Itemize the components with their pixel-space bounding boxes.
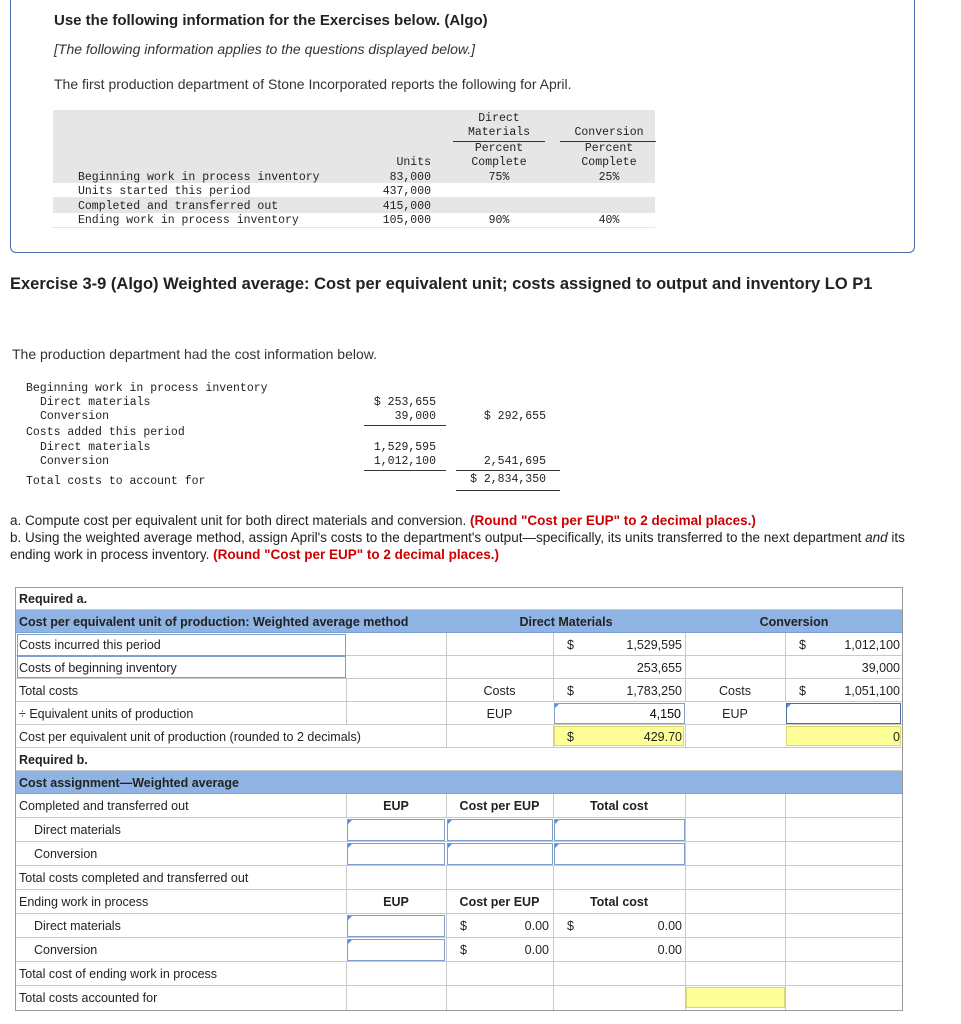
col-divider xyxy=(785,866,786,889)
cost-value: 1,012,100 xyxy=(373,455,436,468)
col-cost-per-eup: Cost per EUP xyxy=(459,799,540,813)
dm-beg-inventory: 253,655 xyxy=(636,661,682,675)
info-heading: Use the following information for the Exercises below. (Algo) xyxy=(54,12,488,29)
instruction-b-text: b. Using the weighted average method, assign April's costs to the department's output—specifically, its units transferred to the next department xyxy=(10,530,866,545)
col-divider xyxy=(785,818,786,841)
ending-cv-eup-input[interactable] xyxy=(347,939,445,961)
units-header: Units xyxy=(396,156,431,169)
dm-costs-word: Costs xyxy=(483,684,516,698)
instruction-a xyxy=(10,512,940,529)
dollar-sign: $ xyxy=(567,730,574,744)
total-completed-row xyxy=(16,866,902,890)
dollar-sign: $ xyxy=(460,943,467,957)
cost-rule xyxy=(456,470,560,471)
cost-label: Costs added this period xyxy=(26,426,185,439)
cv-header-3: Complete xyxy=(581,156,637,169)
cost-rule xyxy=(456,490,560,491)
input-marker xyxy=(555,704,559,708)
completed-cv-cpe-input[interactable] xyxy=(447,843,553,865)
units-row-label: Beginning work in process inventory xyxy=(78,171,320,184)
col-divider xyxy=(553,986,554,1010)
col-divider xyxy=(785,679,786,701)
eup-label: ÷ Equivalent units of production xyxy=(19,707,194,721)
col-divider xyxy=(346,962,347,985)
cost-subtotal: 2,541,695 xyxy=(483,455,546,468)
dollar-sign: $ xyxy=(567,638,574,652)
cost-label: Conversion xyxy=(40,455,110,468)
units-row-units: 415,000 xyxy=(382,200,431,213)
completed-label: Completed and transferred out xyxy=(19,799,189,813)
cost-value: 1,529,595 xyxy=(373,441,436,454)
cost-label: Beginning work in process inventory xyxy=(26,382,268,395)
cost-value: 39,000 xyxy=(394,410,436,423)
dm-header-4: Complete xyxy=(471,156,527,169)
cost-value: $ 253,655 xyxy=(373,396,436,409)
completed-cv-total-input[interactable] xyxy=(554,843,685,865)
input-marker xyxy=(448,844,452,848)
col-divider xyxy=(346,866,347,889)
ending-cv-row xyxy=(16,938,902,962)
ending-dm-cpe: 0.00 xyxy=(524,919,549,933)
ending-dm-label: Direct materials xyxy=(34,919,121,933)
instruction-b-text-2: its ending work in process inventory. xyxy=(10,530,905,562)
cost-info-table xyxy=(24,380,564,492)
info-subheading: [The following information applies to the questions displayed below.] xyxy=(54,41,476,57)
input-marker xyxy=(787,704,791,708)
req-a-label: Required a. xyxy=(19,592,88,606)
col-divider xyxy=(785,633,786,655)
dm-costs-incurred: 1,529,595 xyxy=(626,638,682,652)
input-marker xyxy=(555,820,559,824)
dollar-sign: $ xyxy=(567,684,574,698)
total-accounted-row xyxy=(16,986,902,1010)
col-divider xyxy=(685,890,686,913)
units-row-dm: 75% xyxy=(488,171,510,184)
units-row-units: 83,000 xyxy=(389,171,431,184)
col-divider xyxy=(685,914,686,937)
input-marker xyxy=(348,844,352,848)
dm-eup-word: EUP xyxy=(486,707,513,721)
col-divider xyxy=(553,679,554,701)
info-panel xyxy=(10,0,915,253)
cost-subtotal: $ 292,655 xyxy=(483,410,546,423)
ending-header-row xyxy=(16,890,902,914)
col-divider xyxy=(553,633,554,655)
completed-dm-eup-input[interactable] xyxy=(347,819,445,841)
cost-rule xyxy=(364,425,446,426)
cv-cpe-value: 0 xyxy=(893,730,900,744)
exercise-title: Exercise 3-9 (Algo) Weighted average: Cost per equivalent unit; costs assigned to output and inventory LO P1 xyxy=(10,275,873,293)
col-divider xyxy=(785,986,786,1010)
title-a: Cost per equivalent unit of production: Weighted average method xyxy=(19,615,409,629)
input-marker xyxy=(348,916,352,920)
col-divider xyxy=(685,725,686,747)
col-divider xyxy=(785,842,786,865)
beg-inventory-row xyxy=(16,656,902,679)
col-cost-per-eup: Cost per EUP xyxy=(459,895,540,909)
col-divider xyxy=(446,962,447,985)
instruction-a-note: (Round "Cost per EUP" to 2 decimal places.) xyxy=(470,513,756,528)
col-divider xyxy=(346,679,347,701)
col-divider xyxy=(785,938,786,961)
col-total-cost: Total cost xyxy=(589,895,649,909)
dollar-sign: $ xyxy=(799,684,806,698)
col-divider xyxy=(446,938,447,961)
col-conversion: Conversion xyxy=(759,615,829,629)
instructions xyxy=(10,512,940,563)
col-divider xyxy=(446,866,447,889)
instruction-b xyxy=(10,529,940,563)
cv-costs-word: Costs xyxy=(719,684,751,698)
col-divider xyxy=(553,866,554,889)
req-b-row xyxy=(16,748,902,771)
exercise-intro: The production department had the cost information below. xyxy=(12,346,377,362)
col-divider xyxy=(446,986,447,1010)
col-divider xyxy=(685,794,686,817)
col-divider xyxy=(785,890,786,913)
ending-cv-total: 0.00 xyxy=(657,943,682,957)
col-divider xyxy=(685,866,686,889)
col-divider xyxy=(785,794,786,817)
dollar-sign: $ xyxy=(567,919,574,933)
cv-beg-inventory: 39,000 xyxy=(861,661,900,675)
dm-cpe-value: 429.70 xyxy=(643,730,682,744)
completed-dm-total-input[interactable] xyxy=(554,819,685,841)
cpe-row xyxy=(16,725,902,748)
cost-label: Total costs to account for xyxy=(26,475,206,488)
units-row-cv: 25% xyxy=(598,171,620,184)
col-divider xyxy=(685,818,686,841)
dm-eup-input[interactable] xyxy=(554,703,685,724)
units-table xyxy=(53,110,655,228)
dm-header-1: Direct xyxy=(478,112,520,125)
input-marker xyxy=(555,844,559,848)
total-completed-label: Total costs completed and transferred out xyxy=(19,871,249,885)
cv-costs-incurred: 1,012,100 xyxy=(844,638,900,652)
completed-dm-cpe-input[interactable] xyxy=(447,819,553,841)
col-divider xyxy=(685,633,686,655)
col-divider xyxy=(685,962,686,985)
cost-rule xyxy=(364,470,446,471)
instruction-b-and: and xyxy=(865,530,888,545)
req-a-row xyxy=(16,588,902,610)
cost-label: Conversion xyxy=(40,410,110,423)
dm-header-3: Percent xyxy=(474,142,524,155)
col-divider xyxy=(346,702,347,724)
cv-header-1: Conversion xyxy=(574,126,644,139)
cv-eup-input[interactable] xyxy=(786,703,901,724)
header-band-b xyxy=(16,771,902,794)
costs-incurred-row xyxy=(16,633,902,656)
units-row-units: 437,000 xyxy=(382,185,431,198)
cost-label: Direct materials xyxy=(40,441,151,454)
units-row-cv: 40% xyxy=(598,214,620,227)
col-divider xyxy=(685,842,686,865)
completed-cv-row xyxy=(16,842,902,866)
eup-row xyxy=(16,702,902,725)
req-b-label: Required b. xyxy=(19,753,88,767)
ending-dm-row xyxy=(16,914,902,938)
units-row-units: 105,000 xyxy=(382,214,431,227)
col-eup: EUP xyxy=(383,799,409,813)
ending-label: Ending work in process xyxy=(19,895,149,909)
costs-incurred-label: Costs incurred this period xyxy=(19,638,161,652)
cpe-label: Cost per equivalent unit of production (rounded to 2 decimals) xyxy=(19,730,361,744)
col-eup: EUP xyxy=(383,895,409,909)
col-divider xyxy=(446,633,447,655)
completed-dm-label: Direct materials xyxy=(34,823,121,837)
dm-header-2: Materials xyxy=(467,126,531,139)
col-divider xyxy=(785,656,786,678)
dm-total-costs: 1,783,250 xyxy=(626,684,682,698)
total-costs-label: Total costs xyxy=(19,684,79,698)
total-costs-row xyxy=(16,679,902,702)
instruction-a-text: a. Compute cost per equivalent unit for both direct materials and conversion. xyxy=(10,513,470,528)
total-ending-label: Total cost of ending work in process xyxy=(19,967,218,981)
ending-cv-cpe: 0.00 xyxy=(524,943,549,957)
dollar-sign: $ xyxy=(460,919,467,933)
cost-label: Direct materials xyxy=(40,396,151,409)
completed-dm-row xyxy=(16,818,902,842)
instruction-b-note: (Round "Cost per EUP" to 2 decimal places.) xyxy=(213,547,499,562)
cv-header-2: Percent xyxy=(584,142,634,155)
dollar-sign: $ xyxy=(799,638,806,652)
info-intro: The first production department of Stone Incorporated reports the following for April. xyxy=(54,76,572,92)
col-divider xyxy=(553,656,554,678)
units-row-label: Ending work in process inventory xyxy=(78,214,299,227)
total-ending-row xyxy=(16,962,902,986)
col-divider xyxy=(553,938,554,961)
col-divider xyxy=(553,914,554,937)
completed-cv-eup-input[interactable] xyxy=(347,843,445,865)
units-row-dm: 90% xyxy=(488,214,510,227)
ending-cv-label: Conversion xyxy=(34,943,98,957)
header-band-a xyxy=(16,610,902,633)
worksheet xyxy=(15,587,903,1011)
col-direct-materials: Direct Materials xyxy=(519,615,613,629)
col-divider xyxy=(446,725,447,747)
completed-cv-label: Conversion xyxy=(34,847,98,861)
col-divider xyxy=(346,986,347,1010)
cost-grand-total: $ 2,834,350 xyxy=(470,473,546,486)
col-divider xyxy=(785,962,786,985)
ending-dm-eup-input[interactable] xyxy=(347,915,445,937)
units-row-label: Completed and transferred out xyxy=(78,200,279,213)
col-divider xyxy=(785,914,786,937)
title-b: Cost assignment—Weighted average xyxy=(19,776,239,790)
col-divider xyxy=(553,962,554,985)
col-divider xyxy=(685,656,686,678)
total-accounted-label: Total costs accounted for xyxy=(19,991,158,1005)
ending-dm-total: 0.00 xyxy=(657,919,682,933)
input-marker xyxy=(348,940,352,944)
cv-eup-word: EUP xyxy=(722,707,748,721)
col-divider xyxy=(446,656,447,678)
col-divider xyxy=(446,914,447,937)
cv-total-costs: 1,051,100 xyxy=(844,684,900,698)
col-divider xyxy=(685,938,686,961)
units-row-label: Units started this period xyxy=(78,185,251,198)
input-marker xyxy=(448,820,452,824)
beg-inventory-label: Costs of beginning inventory xyxy=(19,661,177,675)
completed-header-row xyxy=(16,794,902,818)
total-accounted-cell xyxy=(686,987,785,1008)
col-total-cost: Total cost xyxy=(589,799,649,813)
input-marker xyxy=(348,820,352,824)
